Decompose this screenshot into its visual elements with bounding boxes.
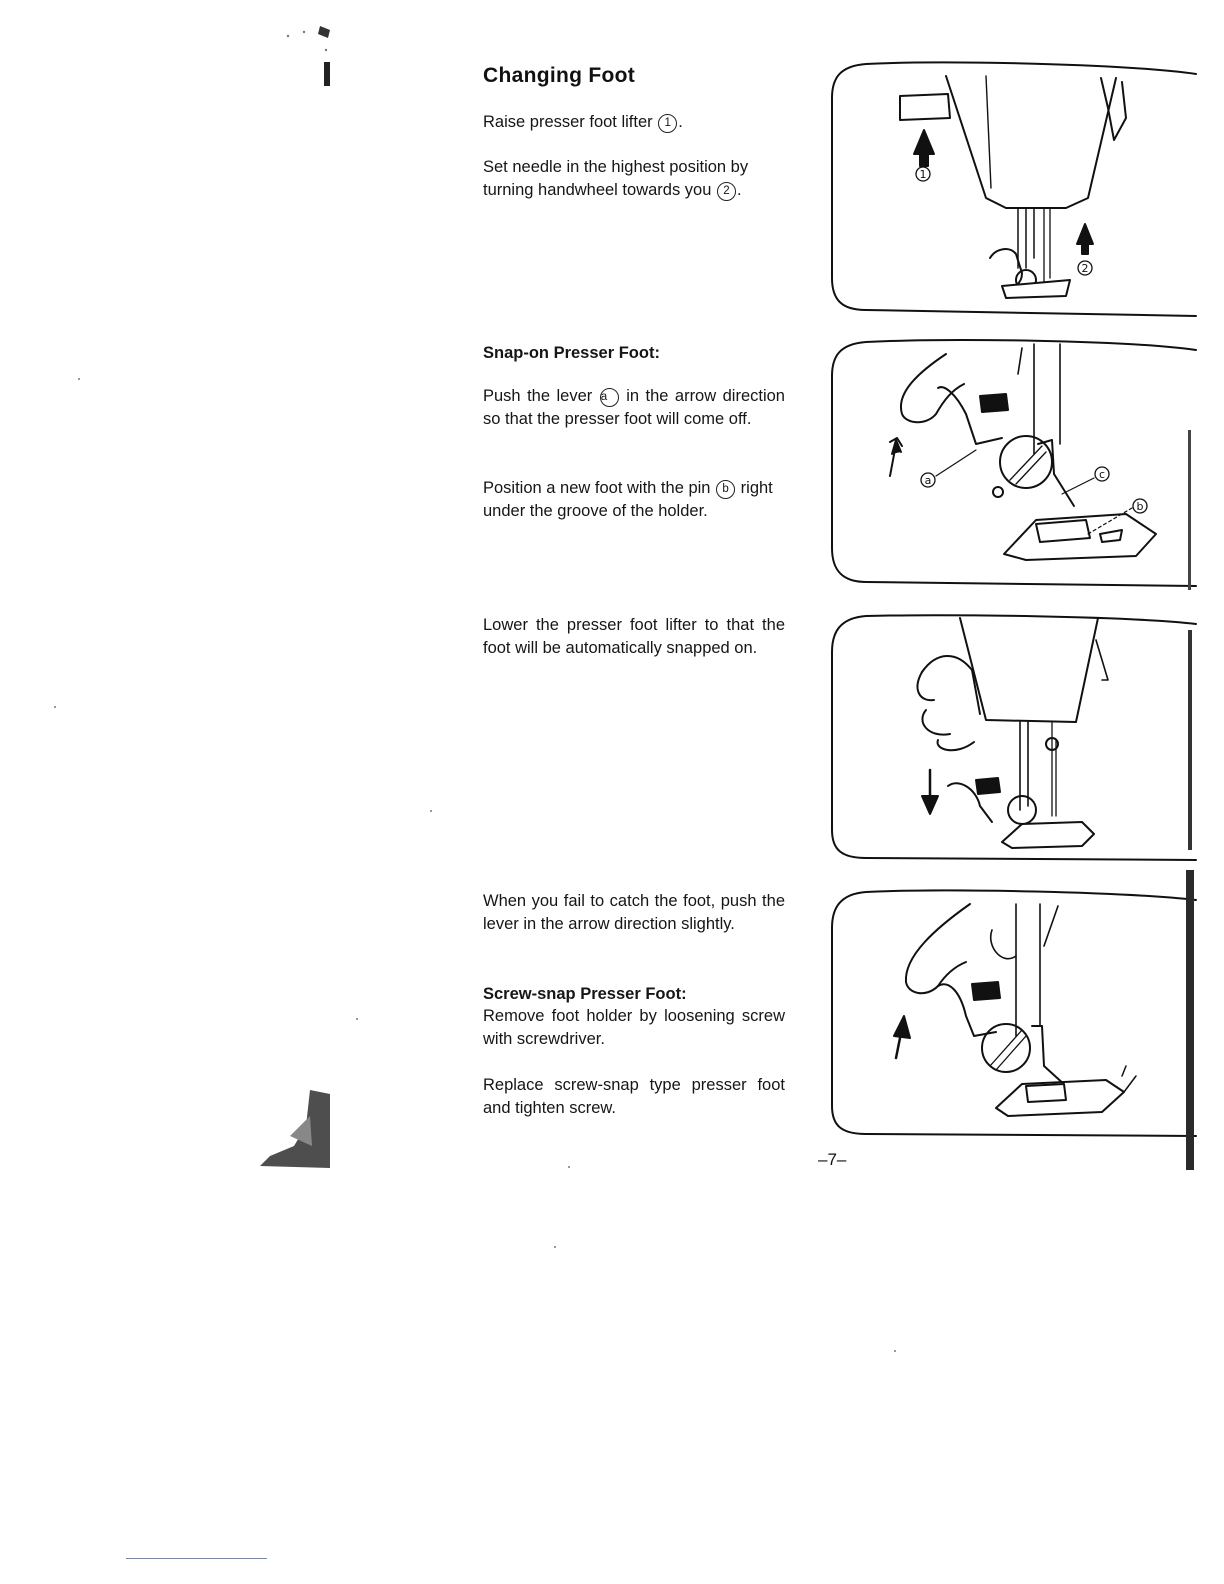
holder-shank xyxy=(1032,1026,1066,1086)
presser-bar xyxy=(1018,344,1060,454)
holder-shank xyxy=(1038,440,1074,506)
snap-on-lower-lifter: Lower the presser foot lifter to that the foot will be automatically snapped on. xyxy=(483,616,785,657)
foot-sole xyxy=(1002,280,1070,298)
screw-snap-remove: Remove foot holder by loosening screw with screwdriver. xyxy=(483,1007,785,1048)
step-raise-lifter-text: Raise presser foot lifter xyxy=(483,113,653,131)
figure-label-c: c xyxy=(1098,468,1106,481)
hand-outline xyxy=(901,354,964,422)
scan-speck xyxy=(54,706,56,708)
scan-smudge-top xyxy=(268,22,338,92)
figure-snap-on-remove xyxy=(826,334,1200,590)
page-number: –7– xyxy=(818,1150,847,1169)
step-raise-lifter: Raise presser foot lifter 1 . xyxy=(483,113,683,131)
needle xyxy=(1052,722,1056,816)
step-set-needle: Set needle in the highest position by turning handwheel towards you 2 . xyxy=(483,158,749,199)
holder xyxy=(990,249,1022,287)
figure-label-2: 2 xyxy=(1081,262,1089,275)
step-marker-1: 1 xyxy=(658,114,677,133)
scan-speck xyxy=(894,1350,896,1352)
scan-speck xyxy=(568,1166,570,1168)
marker-a: a xyxy=(600,388,619,407)
screw-snap-replace: Replace screw-snap type presser foot and tighten screw. xyxy=(483,1076,785,1117)
scan-edge-right xyxy=(1176,330,1196,1190)
screw-snap-heading: Screw-snap Presser Foot: xyxy=(483,985,687,1003)
scan-speck xyxy=(78,378,80,380)
scan-speck xyxy=(430,810,432,812)
position-foot-text: Position a new foot with the pin xyxy=(483,479,711,497)
lever-tab xyxy=(972,982,1000,1000)
needle xyxy=(1044,208,1050,288)
figure-raise-lifter xyxy=(826,58,1200,320)
snap-on-heading: Snap-on Presser Foot: xyxy=(483,344,660,362)
panel-frame xyxy=(832,615,1196,860)
bottom-rule xyxy=(126,1558,267,1559)
scan-smudge-bottom xyxy=(250,1086,334,1170)
lifter-lever xyxy=(900,94,950,120)
figure-lower-lifter xyxy=(826,610,1200,866)
push-lever-text-after: in the arrow direction so that the presser foot will come off. xyxy=(483,387,785,428)
step-marker-2: 2 xyxy=(717,182,736,201)
page-title: Changing Foot xyxy=(483,64,636,87)
lever-tab xyxy=(980,394,1008,412)
presser-bar xyxy=(1016,904,1058,1036)
step-set-needle-text: Set needle in the highest position by turning handwheel towards you xyxy=(483,158,749,199)
marker-b: b xyxy=(716,480,735,499)
machine-head xyxy=(946,76,1116,208)
scan-speck xyxy=(356,1018,358,1020)
panel-frame xyxy=(832,62,1196,316)
figure-label-1: 1 xyxy=(919,168,927,181)
arrow-up-icon xyxy=(1077,224,1093,254)
screw-knob xyxy=(1008,796,1036,824)
snap-on-fail-catch: When you fail to catch the foot, push the lever in the arrow direction slightly. xyxy=(483,892,785,933)
scan-speck xyxy=(554,1246,556,1248)
figure-label-a: a xyxy=(924,474,932,487)
figure-label-b: b xyxy=(1136,500,1144,513)
foot-sole xyxy=(1002,822,1094,848)
presser-bar xyxy=(1018,208,1034,268)
arrow-up-icon xyxy=(914,130,934,166)
holder-pin xyxy=(993,487,1003,497)
machine-head xyxy=(960,618,1098,722)
screw-knob xyxy=(1000,436,1052,488)
push-lever-text: Push the lever xyxy=(483,387,593,405)
position-foot-text-after: right under the groove of the holder. xyxy=(483,479,773,520)
hand-fingers xyxy=(918,672,974,750)
figure-screw-snap xyxy=(826,886,1200,1142)
snap-on-push-lever xyxy=(483,385,785,431)
lever-tab xyxy=(976,778,1000,794)
hand-outline xyxy=(906,904,970,993)
snap-on-position-foot xyxy=(483,477,785,523)
